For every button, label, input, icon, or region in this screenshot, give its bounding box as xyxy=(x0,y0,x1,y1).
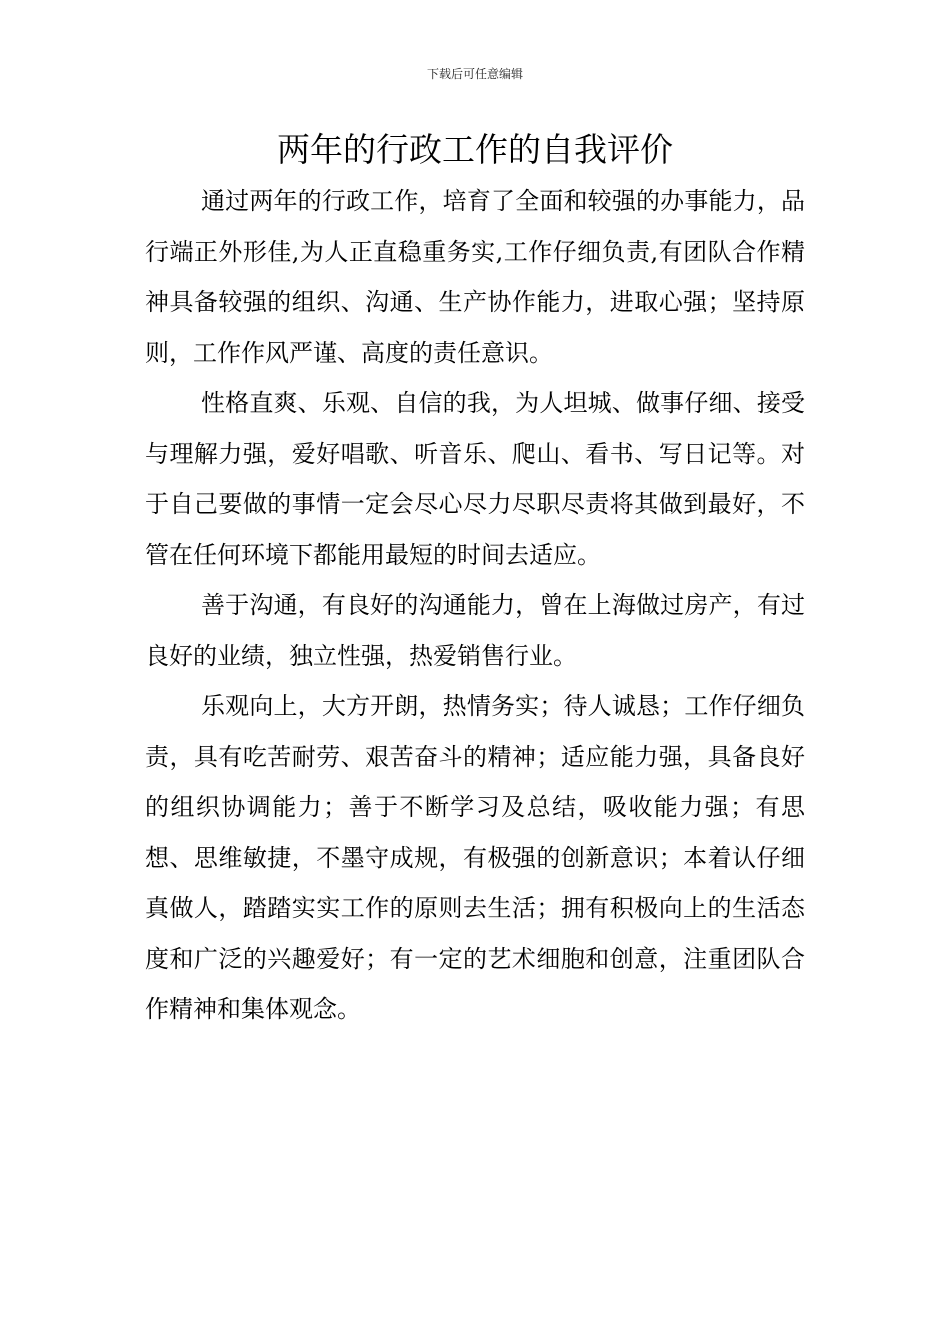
document-title: 两年的行政工作的自我评价 xyxy=(277,130,673,169)
header-note: 下载后可任意编辑 xyxy=(426,67,523,81)
document-body xyxy=(145,176,805,1035)
paragraph-1: 通过两年的行政工作，培育了全面和较强的办事能力，品行端正外形佳,为人正直稳重务实,工作仔细负责,有团队合作精神具备较强的组织、沟通、生产协作能力，进取心强；坚持原则，工作作风严谨、高度的责任意识。 xyxy=(145,187,805,367)
paragraph-2: 性格直爽、乐观、自信的我，为人坦城、做事仔细、接受与理解力强，爱好唱歌、听音乐、爬山、看书、写日记等。对于自己要做的事情一定会尽心尽力尽职尽责将其做到最好，不管在任何环境下都能用最短的时间去适应。 xyxy=(145,389,805,569)
paragraph-3: 善于沟通，有良好的沟通能力，曾在上海做过房产，有过良好的业绩，独立性强，热爱销售行业。 xyxy=(145,591,805,670)
paragraph-4: 乐观向上，大方开朗，热情务实；待人诚恳；工作仔细负责，具有吃苦耐劳、艰苦奋斗的精神；适应能力强，具备良好的组织协调能力；善于不断学习及总结，吸收能力强；有思想、思维敏捷，不墨守成规，有极强的创新意识；本着认仔细真做人，踏踏实实工作的原则去生活；拥有积极向上的生活态度和广泛的兴趣爱好；有一定的艺术细胞和创意，注重团队合作精神和集体观念。 xyxy=(145,692,805,1023)
